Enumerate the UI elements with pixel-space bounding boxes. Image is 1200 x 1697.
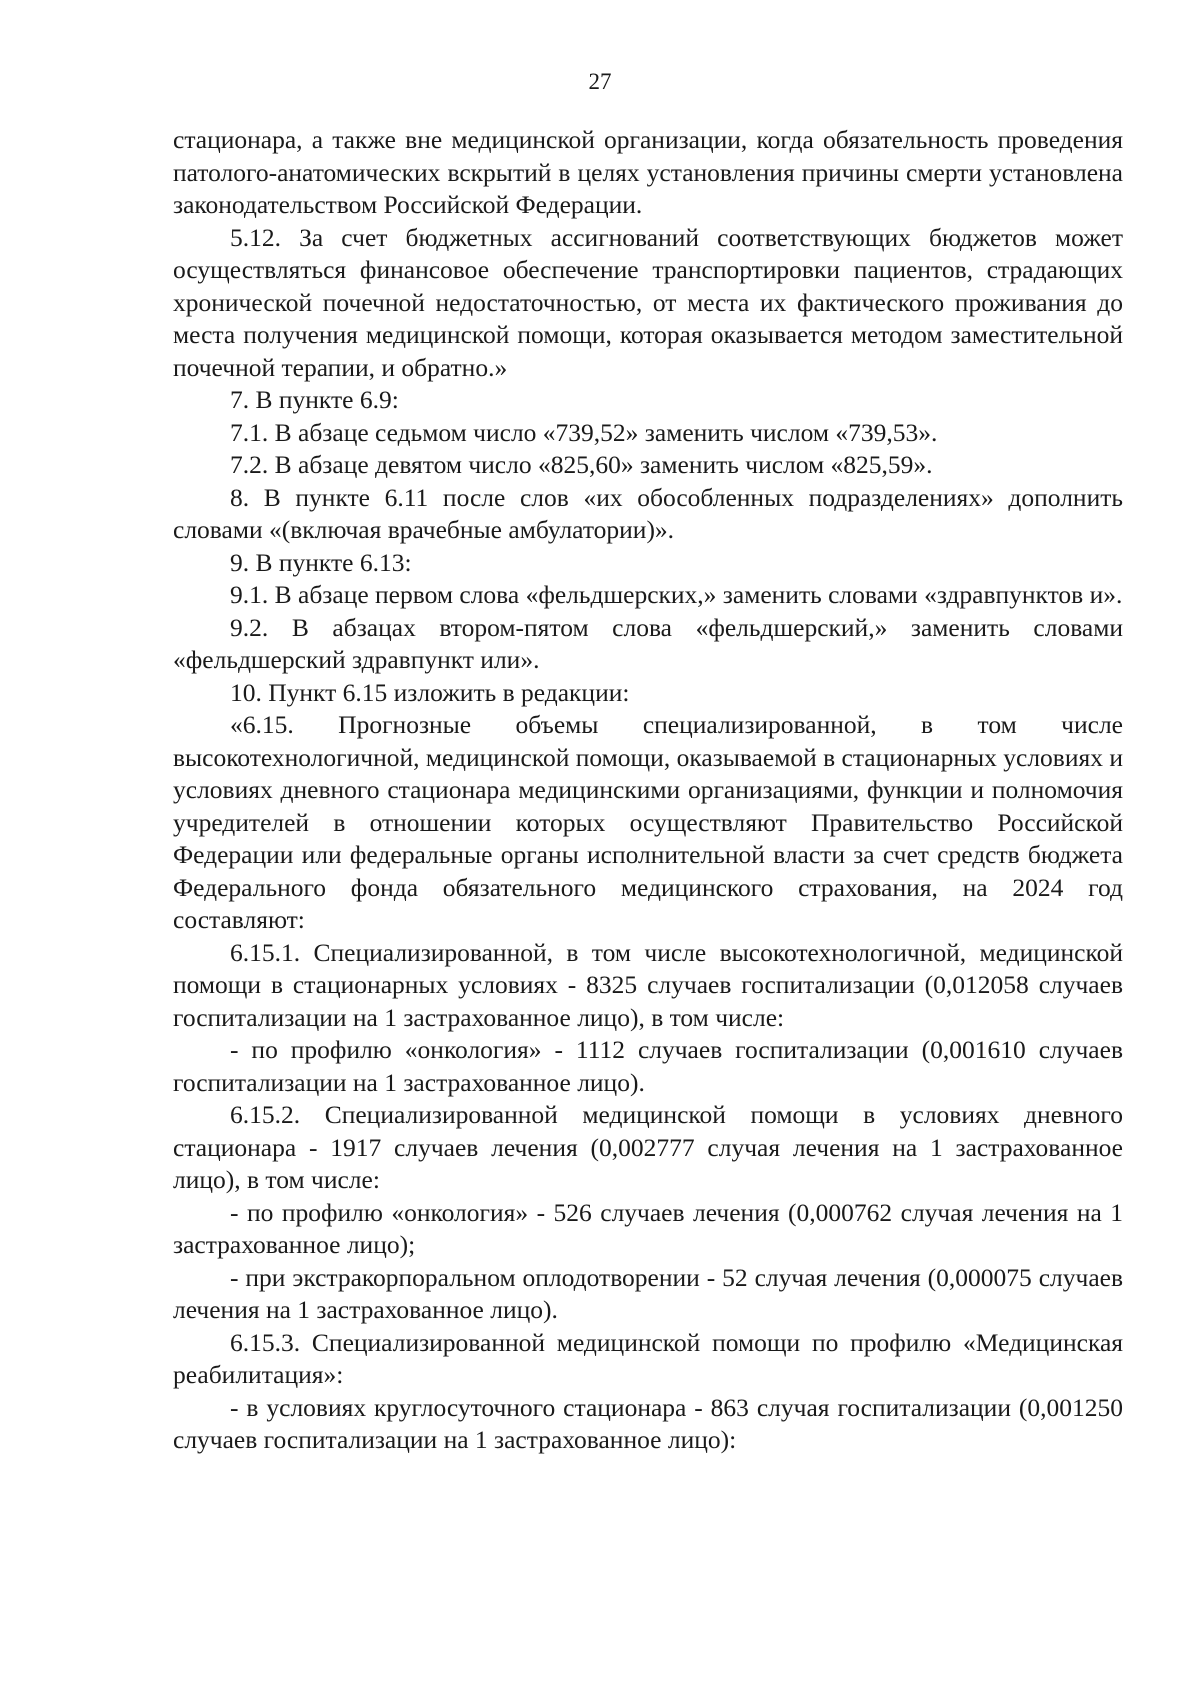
paragraph-continuation: стационара, а также вне медицинской организации, когда обязательность проведения патолого-анатомических вскрытий в целях установления причины смерти установлена законодательством Российской Федерации. xyxy=(173,125,1123,219)
paragraph-oncology-hospital: - по профилю «онкология» - 1112 случаев госпитализации (0,001610 случаев госпитализации на 1 застрахованное лицо). xyxy=(173,1035,1123,1097)
paragraph-6-15-1: 6.15.1. Специализированной, в том числе высокотехнологичной, медицинской помощи в стационарных условиях - 8325 случаев госпитализации (0,012058 случаев госпитализации на 1 застрахованное лицо), в том числе: xyxy=(173,937,1123,1032)
page-number: 27 xyxy=(588,69,612,94)
paragraph-6-15-2: 6.15.2. Специализированной медицинской помощи в условиях дневного стационара - 1917 случаев лечения (0,002777 случая лечения на 1 застрахованное лицо), в том числе: xyxy=(173,1100,1123,1194)
paragraph-oncology-day-care: - по профилю «онкология» - 526 случаев лечения (0,000762 случая лечения на 1 застрахованное лицо); xyxy=(173,1197,1123,1259)
paragraph-9-1: 9.1. В абзаце первом слова «фельдшерских,» заменить словами «здравпунктов и». xyxy=(230,580,1123,609)
paragraph-6-15: «6.15. Прогнозные объемы специализированной, в том числе высокотехнологичной, медицинской помощи, оказываемой в стационарных условиях и условиях дневного стационара медицинскими организациями, функции и полномочия учредителей в отношении которых осуществляют Правительство Российской Федерации или федеральные органы исполнительной власти за счет средств бюджета Федерального фонда обязательного медицинского страхования, на 2024 год составляют: xyxy=(173,710,1123,934)
paragraph-round-the-clock: - в условиях круглосуточного стационара - 863 случая госпитализации (0,001250 случаев госпитализации на 1 застрахованное лицо): xyxy=(173,1392,1123,1454)
paragraph-8: 8. В пункте 6.11 после слов «их обособленных подразделениях» дополнить словами «(включая врачебные амбулатории)». xyxy=(173,482,1123,544)
paragraph-7-1: 7.1. В абзаце седьмом число «739,52» заменить числом «739,53». xyxy=(230,417,938,447)
paragraph-9-2: 9.2. В абзацах втором-пятом слова «фельдшерский,» заменить словами «фельдшерский здравпункт или». xyxy=(173,612,1123,674)
paragraph-7-2: 7.2. В абзаце девятом число «825,60» заменить числом «825,59». xyxy=(230,450,933,479)
paragraph-5-12: 5.12. За счет бюджетных ассигнований соответствующих бюджетов может осуществляться финансовое обеспечение транспортировки пациентов, страдающих хронической почечной недостаточностью, от места их фактического проживания до места получения медицинской помощи, которая оказывается методом заместительной почечной терапии, и обратно.» xyxy=(173,222,1123,382)
paragraph-6-15-3: 6.15.3. Специализированной медицинской помощи по профилю «Медицинская реабилитация»: xyxy=(173,1327,1123,1389)
document-body xyxy=(173,124,1123,1457)
paragraph-10: 10. Пункт 6.15 изложить в редакции: xyxy=(230,677,630,707)
paragraph-7: 7. В пункте 6.9: xyxy=(230,385,399,414)
paragraph-9: 9. В пункте 6.13: xyxy=(230,547,412,577)
paragraph-ivf: - при экстракорпоральном оплодотворении - 52 случая лечения (0,000075 случаев лечения на 1 застрахованное лицо). xyxy=(173,1262,1123,1324)
